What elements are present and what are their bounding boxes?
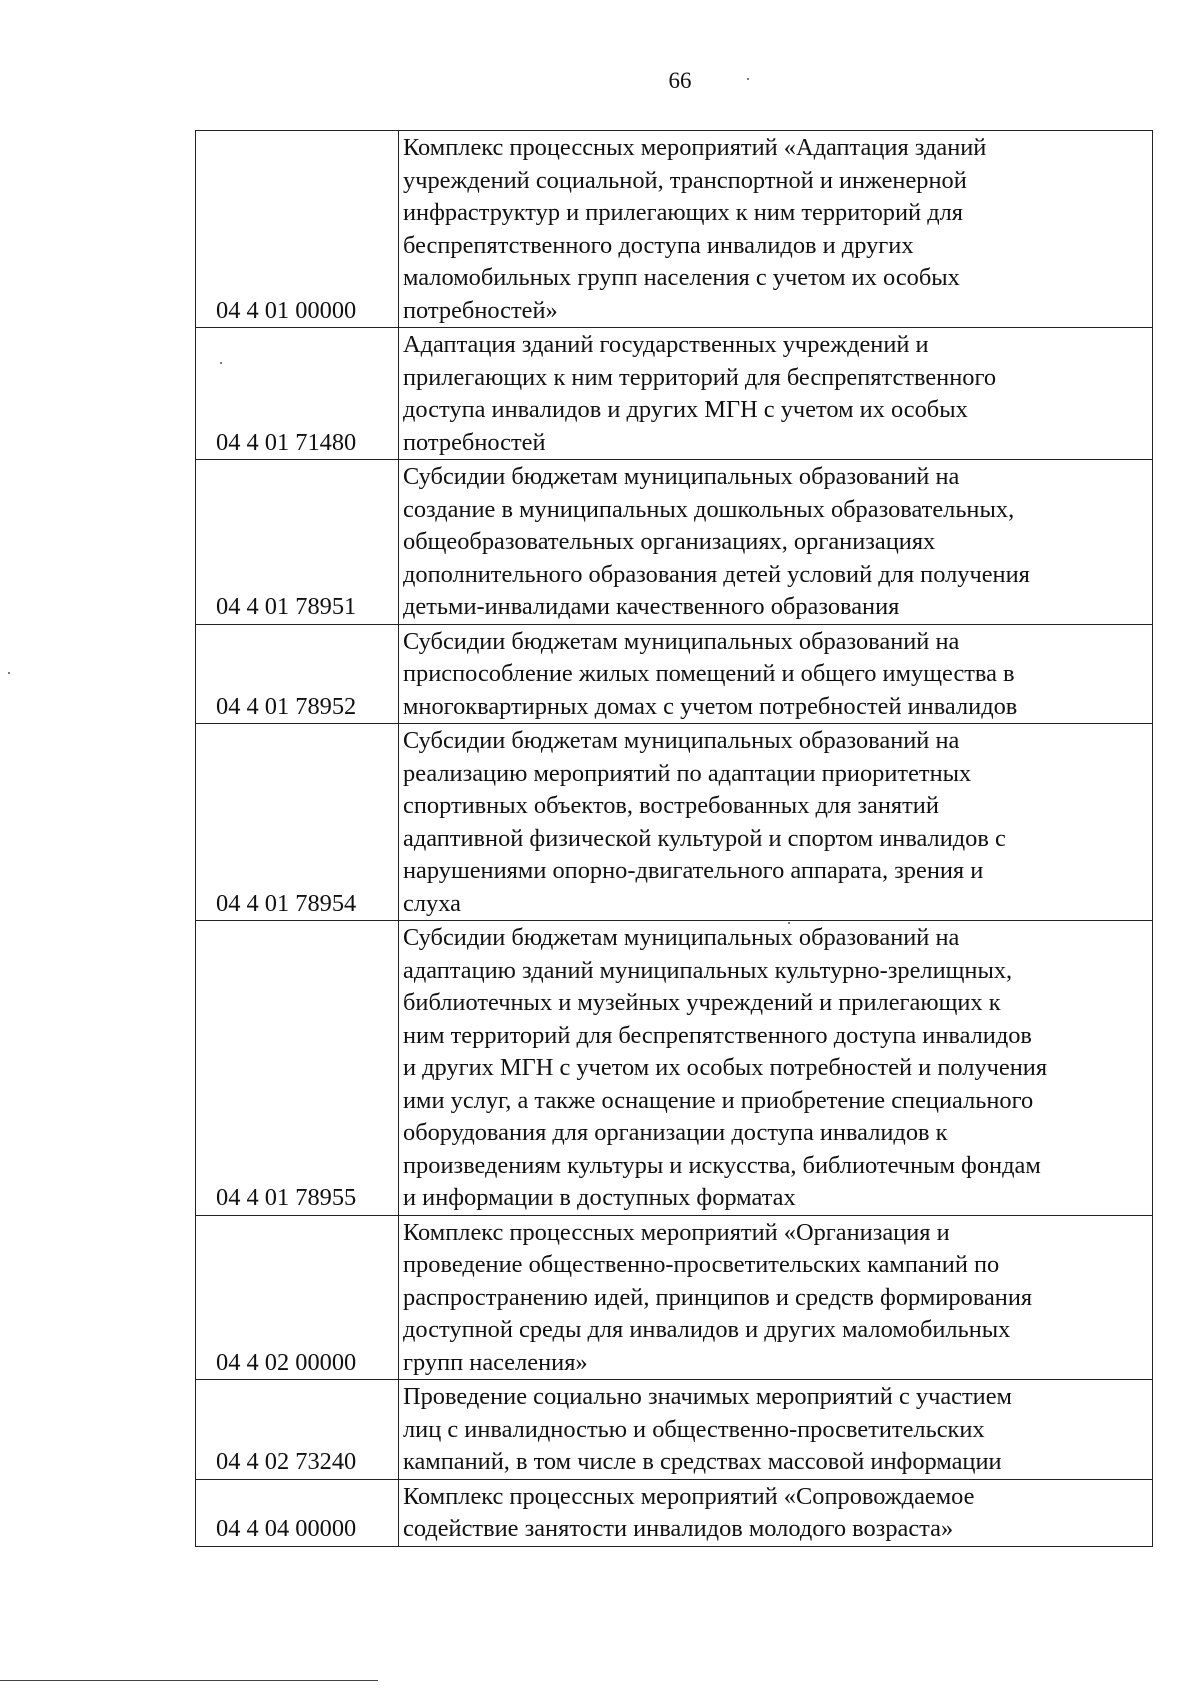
description-line: слуха bbox=[403, 889, 461, 917]
description-line: Комплекс процессных мероприятий «Организация и bbox=[403, 1218, 950, 1246]
description-line: Проведение социально значимых мероприятий с участием bbox=[403, 1383, 1012, 1410]
description-line: создание в муниципальных дошкольных образовательных, bbox=[403, 495, 1015, 523]
footer-rule bbox=[0, 1680, 378, 1681]
scan-dot bbox=[747, 78, 749, 80]
description-cell bbox=[399, 724, 1153, 921]
description-line: кампаний, в том числе в средствах массовой информации bbox=[403, 1448, 1002, 1475]
description-cell bbox=[399, 131, 1153, 328]
description-line: Субсидии бюджетам муниципальных образований на bbox=[403, 727, 960, 754]
description-line: распространению идей, принципов и средств формирования bbox=[403, 1283, 1033, 1311]
budget-code: 04 4 04 00000 bbox=[196, 1479, 399, 1546]
description-line: библиотечных и музейных учреждений и прилегающих к bbox=[403, 989, 1001, 1016]
description-line: содействие занятости инвалидов молодого возраста» bbox=[403, 1515, 954, 1542]
description-line: Субсидии бюджетам муниципальных образований на bbox=[403, 627, 960, 655]
description-line: беспрепятственного доступа инвалидов и других bbox=[403, 231, 914, 259]
description-cell bbox=[399, 328, 1153, 460]
table-row bbox=[196, 624, 1153, 724]
scan-dot bbox=[220, 362, 222, 364]
table-row bbox=[196, 1215, 1153, 1380]
description-cell bbox=[399, 460, 1153, 625]
budget-code-table bbox=[195, 130, 1153, 1547]
description-line: и информации в доступных форматах bbox=[403, 1184, 796, 1211]
description-line: нарушениями опорно-двигательного аппарата, зрения и bbox=[403, 857, 984, 884]
budget-code: 04 4 01 78954 bbox=[196, 724, 399, 921]
description-line: адаптивной физической культурой и спортом инвалидов с bbox=[403, 824, 1006, 852]
description-line: произведениям культуры и искусства, библиотечным фондам bbox=[403, 1151, 1041, 1179]
budget-code: 04 4 01 71480 bbox=[196, 328, 399, 460]
description-line: доступа инвалидов и других МГН с учетом их особых bbox=[403, 396, 968, 423]
budget-code: 04 4 01 78951 bbox=[196, 460, 399, 625]
description-cell bbox=[399, 1215, 1153, 1380]
table-row bbox=[196, 724, 1153, 921]
description-line: спортивных объектов, востребованных для занятий bbox=[403, 792, 939, 819]
scan-dot bbox=[8, 672, 10, 674]
budget-code: 04 4 02 73240 bbox=[196, 1380, 399, 1480]
table-row bbox=[196, 921, 1153, 1216]
description-cell bbox=[399, 921, 1153, 1216]
description-line: реализацию мероприятий по адаптации приоритетных bbox=[403, 759, 972, 787]
description-cell bbox=[399, 1380, 1153, 1480]
description-line: приспособление жилых помещений и общего имущества в bbox=[403, 660, 1015, 687]
scan-dot bbox=[788, 922, 790, 924]
budget-code: 04 4 01 78955 bbox=[196, 921, 399, 1216]
description-line: маломобильных групп населения с учетом их особых bbox=[403, 264, 960, 291]
description-line: потребностей bbox=[403, 428, 546, 456]
description-line: и других МГН с учетом их особых потребностей и получения bbox=[403, 1054, 1048, 1081]
budget-code: 04 4 01 00000 bbox=[196, 131, 399, 328]
page-number: 66 bbox=[668, 68, 692, 93]
description-line: проведение общественно-просветительских кампаний по bbox=[403, 1251, 1000, 1278]
budget-code: 04 4 01 78952 bbox=[196, 624, 399, 724]
description-line: Субсидии бюджетам муниципальных образований на bbox=[403, 924, 960, 951]
table-row bbox=[196, 131, 1153, 328]
table-row bbox=[196, 1479, 1153, 1546]
description-line: Адаптация зданий государственных учреждений и bbox=[403, 331, 929, 358]
description-line: лиц с инвалидностью и общественно-просветительских bbox=[403, 1415, 985, 1443]
description-line: общеобразовательных организациях, организациях bbox=[403, 528, 936, 555]
table-row bbox=[196, 460, 1153, 625]
description-line: ими услуг, а также оснащение и приобретение специального bbox=[403, 1086, 1034, 1114]
description-line: Комплекс процессных мероприятий «Сопровождаемое bbox=[403, 1482, 975, 1510]
description-cell bbox=[399, 1479, 1153, 1546]
budget-code: 04 4 02 00000 bbox=[196, 1215, 399, 1380]
description-line: ним территорий для беспрепятственного доступа инвалидов bbox=[403, 1021, 1032, 1049]
description-cell bbox=[399, 624, 1153, 724]
description-line: учреждений социальной, транспортной и инженерной bbox=[403, 166, 967, 194]
description-line: дополнительного образования детей условий для получения bbox=[403, 560, 1030, 588]
description-line: многоквартирных домах с учетом потребностей инвалидов bbox=[403, 692, 1018, 720]
description-line: оборудования для организации доступа инвалидов к bbox=[403, 1119, 948, 1146]
description-line: потребностей» bbox=[403, 296, 558, 324]
description-line: инфраструктур и прилегающих к ним территорий для bbox=[403, 199, 964, 226]
table-body bbox=[196, 131, 1153, 1547]
table-row bbox=[196, 1380, 1153, 1480]
description-line: прилегающих к ним территорий для беспрепятственного bbox=[403, 363, 997, 391]
description-line: адаптацию зданий муниципальных культурно-зрелищных, bbox=[403, 956, 1013, 984]
description-line: детьми-инвалидами качественного образования bbox=[403, 593, 900, 620]
description-line: Субсидии бюджетам муниципальных образований на bbox=[403, 463, 960, 490]
description-line: Комплекс процессных мероприятий «Адаптация зданий bbox=[403, 134, 987, 161]
description-line: доступной среды для инвалидов и других маломобильных bbox=[403, 1316, 1011, 1343]
description-line: групп населения» bbox=[403, 1348, 588, 1376]
table-row bbox=[196, 328, 1153, 460]
